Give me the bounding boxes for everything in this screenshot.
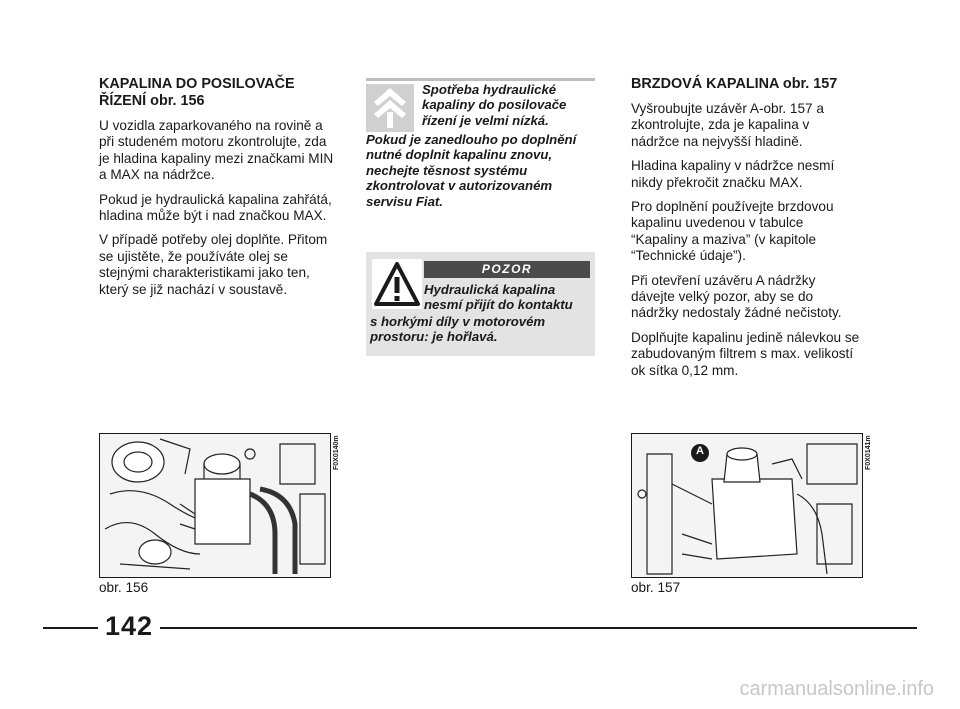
heading-text: KAPALINA DO POSILOVAČE ŘÍZENÍ [99, 76, 295, 109]
power-steering-reservoir-drawing [100, 434, 330, 577]
warning-title-bar: POZOR [424, 261, 590, 278]
note-topline [366, 78, 595, 81]
warning-icon-box [372, 259, 422, 309]
paragraph: Pokud je hydraulická kapalina zahřátá, hladina může být i nad značkou MAX. [99, 191, 332, 224]
warning-box [366, 252, 595, 356]
page-rule-right [160, 627, 917, 629]
paragraph: Doplňujte kapalinu jedině nálevkou se zabudovaným filtrem s max. velikostí ok sítka 0,12 mm. [631, 329, 860, 378]
figure-157-engine-bay [631, 433, 863, 578]
note-line: nechejte těsnost systému [366, 162, 528, 178]
warning-line: s horkými díly v motorovém [370, 314, 546, 329]
note-box [366, 78, 595, 228]
figure-156-code: F0X0140m [333, 435, 340, 470]
heading-ref: obr. 156 [150, 93, 205, 109]
warning-text-right [424, 282, 594, 313]
warning-line: Hydraulická kapalina [424, 282, 556, 297]
warning-triangle-icon [372, 259, 422, 309]
paragraph: Vyšroubujte uzávěr A-obr. 157 a zkontrolujte, zda je kapalina v nádržce na nejvyšší hladině. [631, 101, 824, 149]
paragraph: Hladina kapaliny v nádržce nesmí nikdy překročit značku MAX. [631, 158, 835, 190]
section-heading-brake-fluid [631, 76, 861, 93]
left-column [99, 76, 339, 306]
note-line: kapaliny do posilovače [422, 97, 567, 113]
paragraph: Pro doplnění používejte brzdovou kapalinu uvedenou v tabulce “Kapaliny a maziva” (v kapitole “Technické údaje”). [631, 199, 834, 264]
note-line: servisu Fiat. [366, 193, 443, 209]
warning-text-full [370, 314, 595, 345]
note-line: zkontrolovat v autorizovaném [366, 178, 553, 194]
chevrons-up-icon [366, 84, 414, 132]
section-heading-power-steering [99, 76, 339, 110]
right-column [631, 76, 861, 387]
figure-157-code: F0X0141m [865, 435, 872, 470]
note-line: Pokud je zanedlouho po doplnění [366, 132, 577, 147]
warning-line: nesmí přijít do kontaktu [424, 297, 573, 313]
note-text-full [366, 132, 595, 209]
paragraph: Při otevření uzávěru A nádržky dávejte velký pozor, aby se do nádržky nedostaly žádné nečistoty. [631, 272, 842, 321]
figure-156-engine-bay [99, 433, 331, 578]
callout-a-label: A [696, 445, 704, 457]
note-text-right [422, 82, 594, 128]
note-line: nutné doplnit kapalinu znovu, [366, 147, 553, 163]
warning-line: prostoru: je hořlavá. [370, 329, 498, 345]
watermark: carmanualsonline.info [739, 678, 934, 700]
paragraph: U vozidla zaparkovaného na rovině a při studeném motoru zkontrolujte, zda je hladina kapaliny mezi značkami MIN a MAX na nádržce. [99, 118, 334, 183]
figure-157-caption: obr. 157 [631, 580, 681, 595]
page-rule-left [43, 627, 98, 629]
page-number: 142 [104, 611, 154, 641]
figure-156-caption: obr. 156 [99, 580, 149, 595]
note-line: řízení je velmi nízká. [422, 112, 549, 128]
note-icon-box [366, 84, 414, 132]
note-line: Spotřeba hydraulické [422, 82, 557, 97]
heading-ref: obr. 157 [782, 76, 838, 92]
heading-text: BRZDOVÁ KAPALINA [631, 76, 779, 92]
paragraph: V případě potřeby olej doplňte. Přitom se ujistěte, že používáte olej se stejnými charakteristikami jako ten, který se již nachází v soustavě. [99, 232, 328, 297]
brake-fluid-reservoir-drawing [632, 434, 862, 577]
